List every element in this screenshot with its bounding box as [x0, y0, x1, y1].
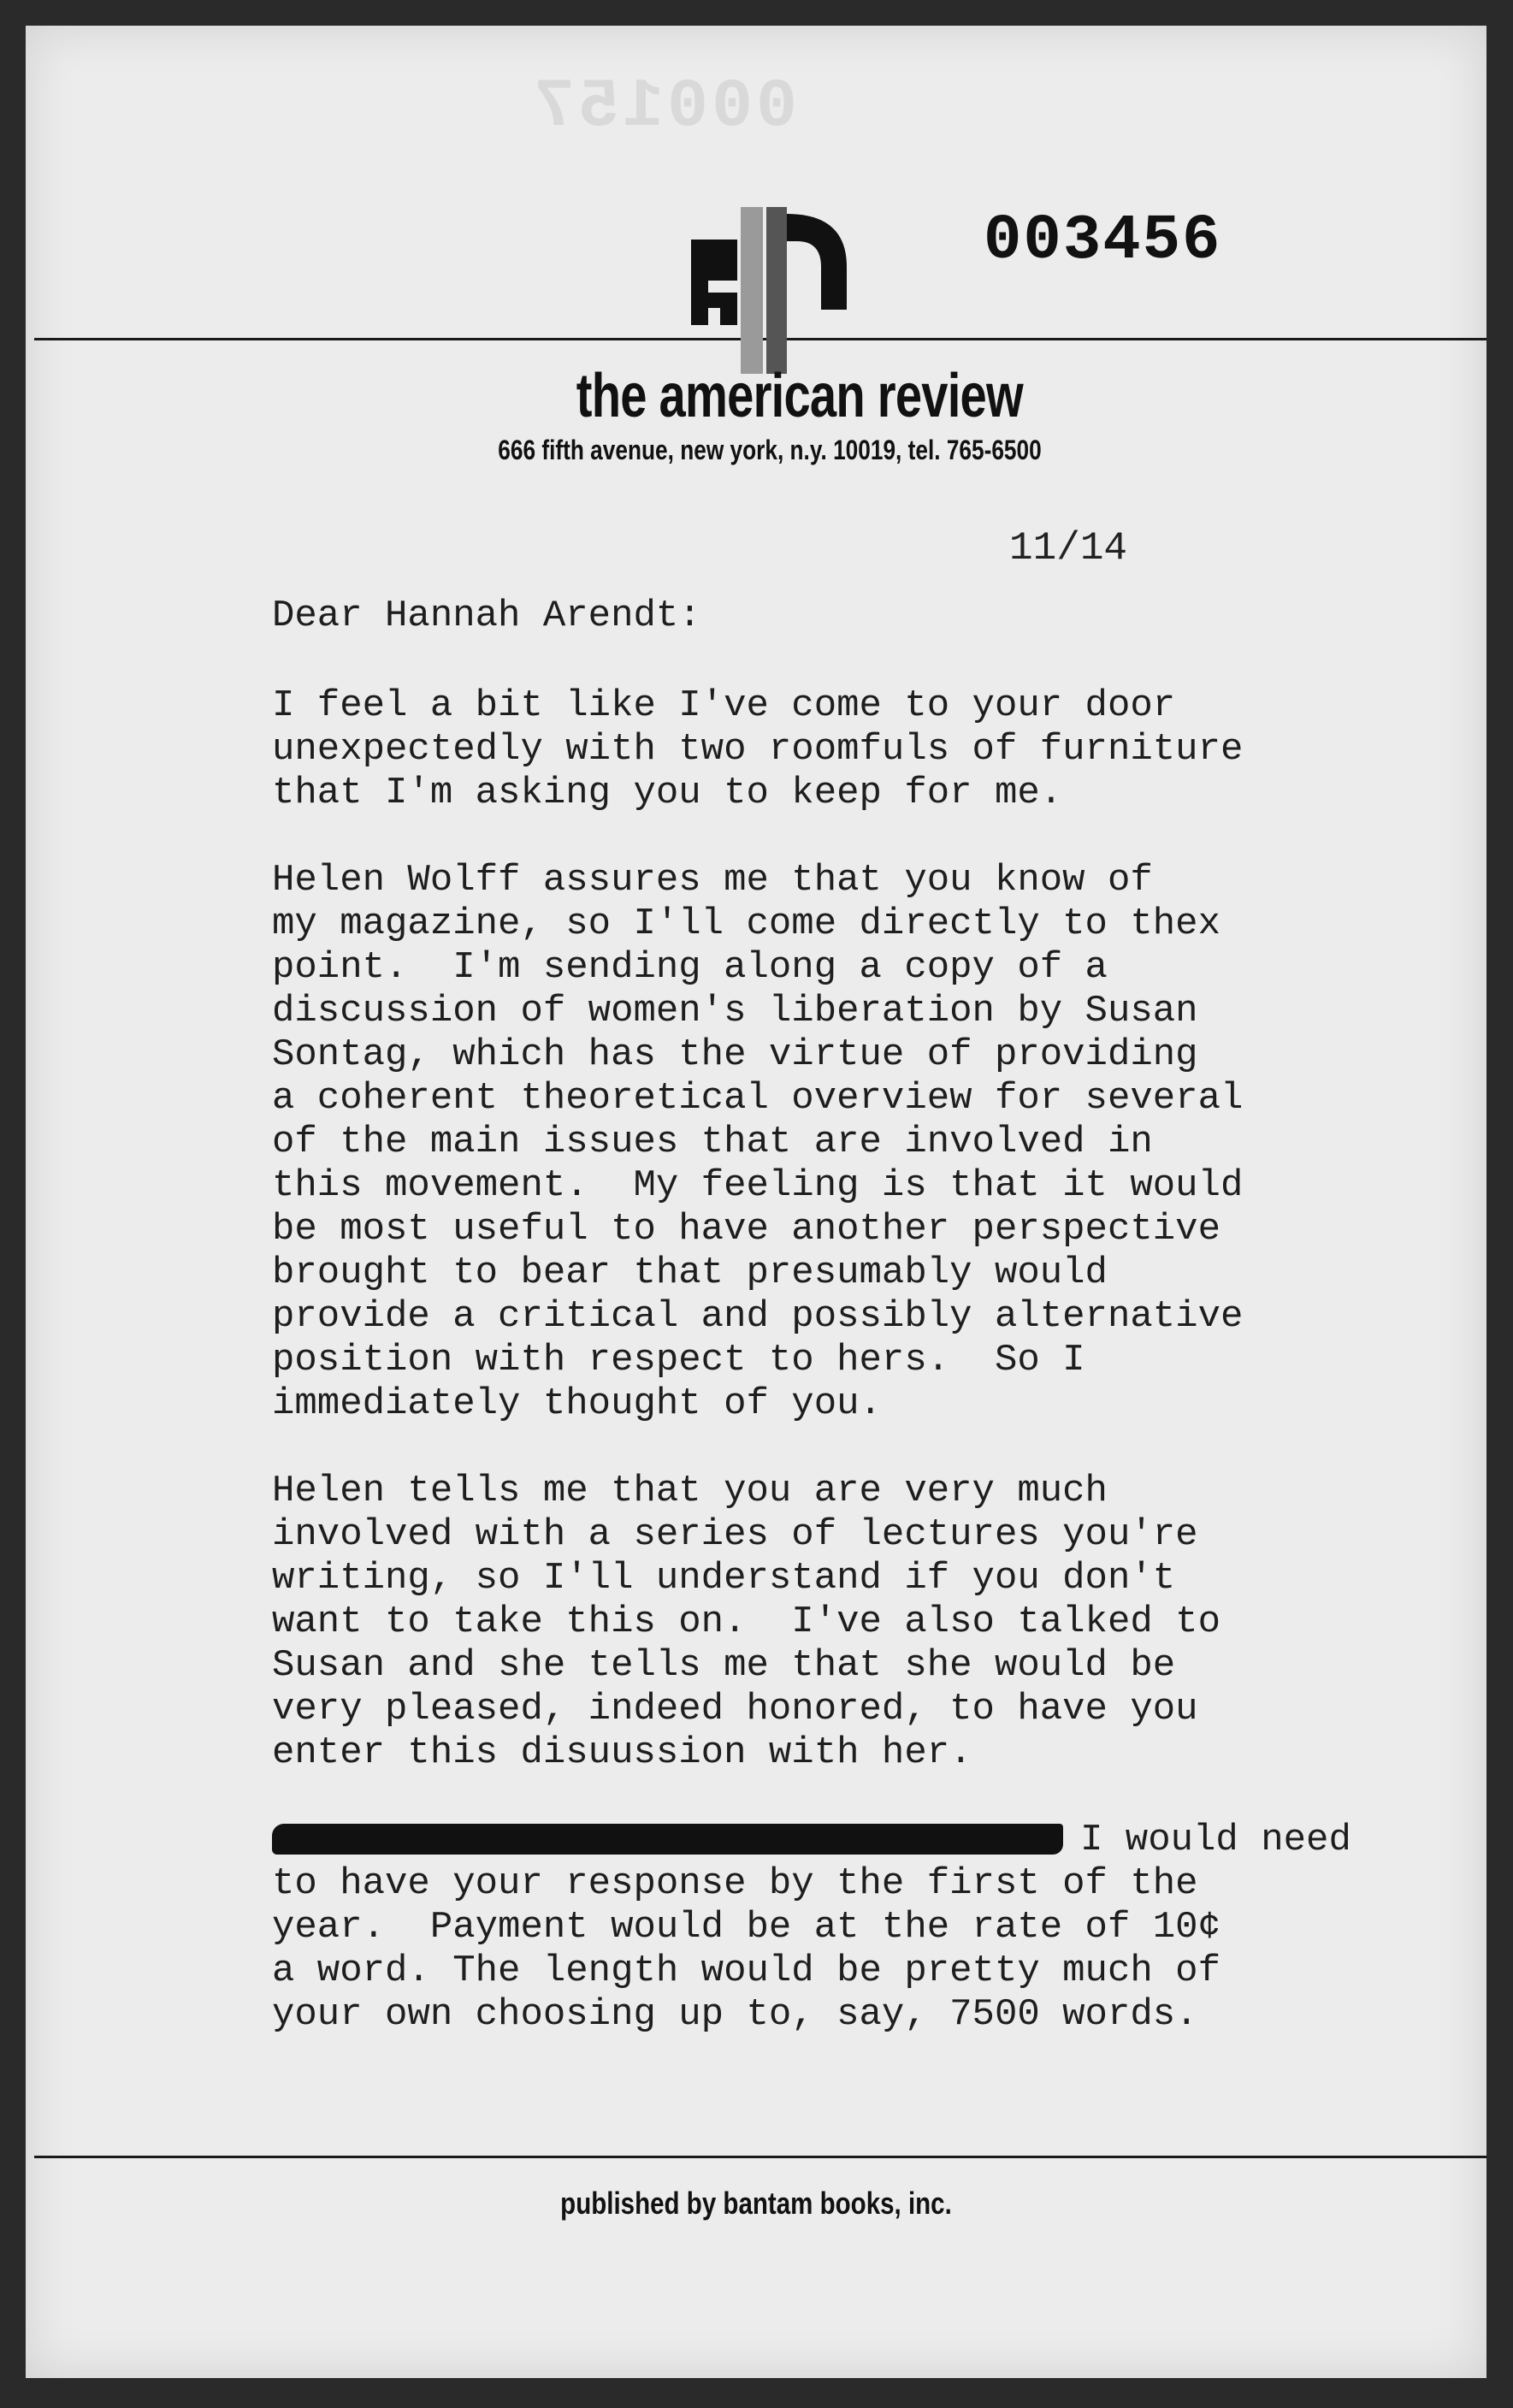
text-line: immediately thought of you.	[272, 1382, 882, 1425]
text-line: brought to bear that presumably would	[272, 1251, 1108, 1294]
text-line	[272, 1819, 1469, 1862]
text-line: discussion of women's liberation by Susan	[272, 990, 1198, 1032]
american-review-logo	[684, 207, 855, 374]
masthead-title: the american review	[576, 362, 1023, 430]
text-line: point. I'm sending along a copy of a	[272, 946, 1108, 989]
text-line: enter this disuussion with her.	[272, 1731, 972, 1774]
text-line: Helen tells me that you are very much	[272, 1470, 1108, 1512]
text-line: Susan and she tells me that she would be	[272, 1644, 1176, 1687]
text-line: that I'm asking you to keep for me.	[272, 772, 1063, 814]
text-line: provide a critical and possibly alternative	[272, 1295, 1244, 1338]
text-line: very pleased, indeed honored, to have you	[272, 1688, 1198, 1731]
letter-body	[272, 595, 1469, 2080]
text-line: Sontag, which has the virtue of providing	[272, 1033, 1198, 1076]
document-number: 003456	[984, 205, 1222, 277]
paragraph-1	[272, 684, 1469, 815]
text-line: want to take this on. I've also talked to	[272, 1600, 1220, 1643]
paragraph-4	[272, 1819, 1469, 2037]
text-line: unexpectedly with two roomfuls of furniture	[272, 728, 1244, 771]
salutation: Dear Hannah Arendt:	[272, 595, 701, 637]
text-line: position with respect to hers. So I	[272, 1339, 1085, 1381]
text-line: I feel a bit like I've come to your door	[272, 684, 1176, 727]
text-line: writing, so I'll understand if you don't	[272, 1557, 1176, 1600]
paragraph-2	[272, 859, 1469, 1426]
text-fragment: I would need	[1080, 1819, 1351, 1861]
text-line: a coherent theoretical overview for several	[272, 1077, 1244, 1120]
text-line: be most useful to have another perspective	[272, 1208, 1220, 1251]
text-line: Helen Wolff assures me that you know of	[272, 859, 1153, 902]
text-line: year. Payment would be at the rate of 10¢	[272, 1906, 1220, 1949]
paragraph-3	[272, 1470, 1469, 1775]
text-line: your own choosing up to, say, 7500 words.	[272, 1993, 1198, 2036]
redaction-mark	[272, 1824, 1063, 1855]
footer-rule	[34, 2156, 1486, 2158]
masthead-address: 666 fifth avenue, new york, n.y. 10019, tel. 765-6500	[498, 435, 1042, 465]
text-line: to have your response by the first of the	[272, 1862, 1198, 1905]
letter-date: 11/14	[1009, 526, 1128, 571]
text-line: this movement. My feeling is that it would	[272, 1164, 1244, 1207]
bleed-through-number: 000157	[530, 68, 798, 146]
publisher-footer: published by bantam books, inc.	[560, 2186, 952, 2221]
text-line: a word. The length would be pretty much of	[272, 1949, 1220, 1992]
text-line: involved with a series of lectures you're	[272, 1513, 1198, 1556]
letter-sheet	[26, 26, 1486, 2378]
text-line: my magazine, so I'll come directly to thex	[272, 902, 1220, 945]
text-line: of the main issues that are involved in	[272, 1121, 1153, 1163]
